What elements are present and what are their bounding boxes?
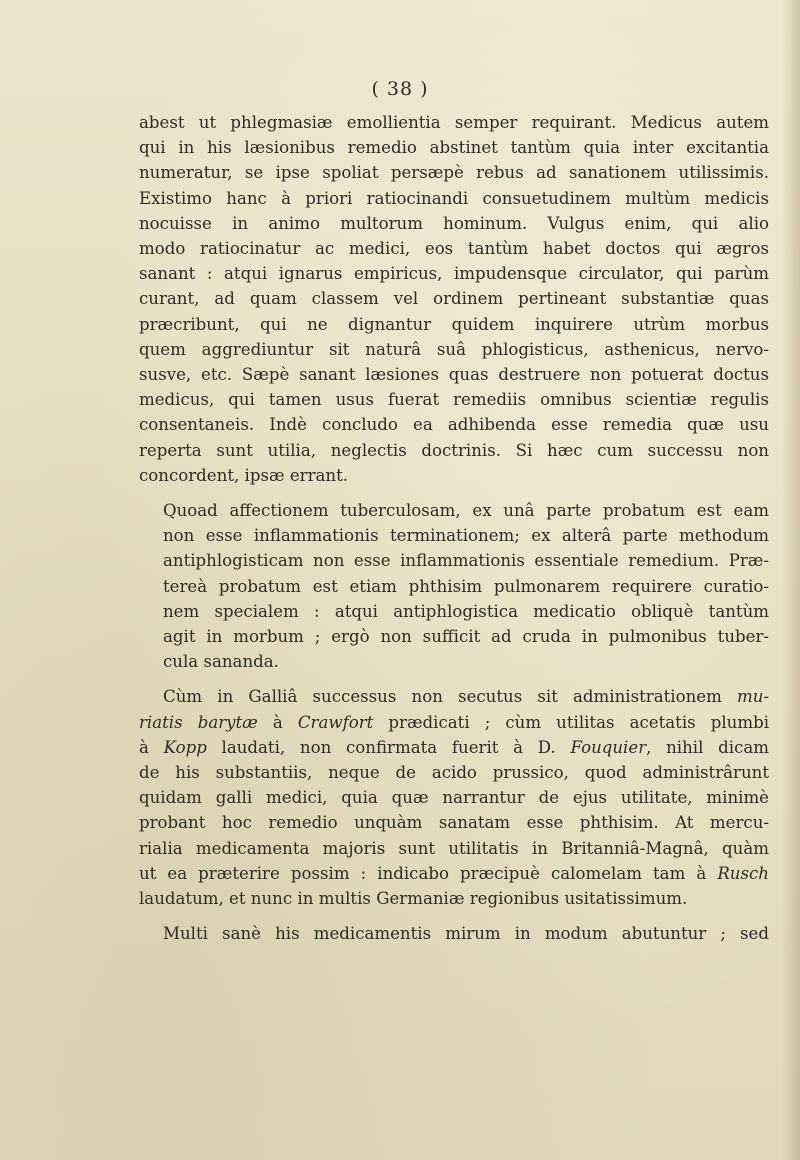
paragraph-3 [139,684,769,911]
text-line: cula sananda. [163,652,279,672]
body-text [139,110,769,947]
page-number: ( 38 ) [371,78,429,100]
text-line: modo ratiocinatur ac medici, eos tantùm habet doctos qui ægros [139,239,769,259]
italic-name: Fouquier [570,737,647,757]
text-line: numeratur, se ipse spoliat persæpè rebus ad sanationem utilissimis. [139,163,769,183]
paragraph-2 [139,498,769,674]
text-line: nem specialem : atqui antiphlogistica medicatio obliquè tantùm [163,601,769,621]
italic-name: Crawfort [297,712,374,732]
text-line: Multi sanè his medicamentis mirum in modum abutuntur ; sed [163,924,769,944]
text-line: Existimo hanc à priori ratiocinandi consuetudinem multùm medicis [139,188,769,208]
text-line: laudatum, et nunc in multis Germaniæ regionibus usitatissimum. [139,889,688,909]
text-line: curant, ad quam classem vel ordinem pertineant substantiæ quas [139,289,769,309]
text-line [139,684,769,709]
text-line: medicus, qui tamen usus fuerat remediis omnibus scientiæ regulis [139,390,769,410]
text-line: concordent, ipsæ errant. [139,465,349,485]
text-line: Quoad affectionem tuberculosam, ex unâ parte probatum est eam [163,501,769,521]
text-line: præcribunt, qui ne dignantur quidem inquirere utrùm morbus [139,314,769,334]
italic-name: riatis barytæ [139,712,258,732]
text-line: qui in his læsionibus remedio abstinet tantùm quia inter excitantia [139,138,769,158]
text-line: agit in morbum ; ergò non sufficit ad cruda in pulmonibus tuber- [163,627,769,647]
text-line: de his substantiis, neque de acido prussico, quod administrârunt [139,763,769,783]
text-line: quidam galli medici, quia quæ narrantur de ejus utilitate, minimè [139,788,769,808]
text-line: susve, etc. Sæpè sanant læsiones quas destruere non potuerat doctus [139,365,769,385]
paragraph-4 [139,921,769,946]
text-line [139,735,769,760]
text-line: rialia medicamenta majoris sunt utilitatis in Britanniâ-Magnâ, quàm [139,838,769,858]
text-line [139,861,769,886]
text-line: abest ut phlegmasiæ emollientia semper requirant. Medicus autem [139,113,769,132]
text-line: antiphlogisticam non esse inflammationis essentiale remedium. Præ- [163,551,769,571]
text-run: prædicati ; cùm utilitas acetatis plumbi [373,712,769,732]
text-line: quem aggrediuntur sit naturâ suâ phlogisticus, asthenicus, nervo- [139,339,769,359]
italic-name: Rusch [717,863,769,883]
text-line: probant hoc remedio unquàm sanatam esse phthisim. At mercu- [139,813,769,833]
text-line: nocuisse in animo multorum hominum. Vulgus enim, qui alio [139,213,769,233]
text-line: tereà probatum est etiam phthisim pulmonarem requirere curatio- [163,576,769,596]
text-line [139,710,769,735]
page-edge-shadow [782,0,800,1160]
paragraph-1 [139,110,769,488]
text-line: sanant : atqui ignarus empiricus, impudensque circulator, qui parùm [139,264,769,284]
text-line: consentaneis. Indè concludo ea adhibenda esse remedia quæ usu [139,415,769,435]
text-run: laudati, non confirmata fuerit à D. [206,737,571,757]
text-run: ut ea præterire possim : indicabo præcipuè calomelam tam à [139,863,718,883]
text-line: non esse inflammationis terminationem; ex alterâ parte methodum [163,526,769,546]
italic-name: mu- [736,687,769,707]
text-run: à [139,737,164,757]
text-run: , nihil dicam [646,737,769,757]
italic-name: Kopp [163,737,207,757]
text-run: à [257,712,298,732]
text-line: reperta sunt utilia, neglectis doctrinis. Si hæc cum successu non [139,440,769,460]
text-run: Cùm in Galliâ successus non secutus sit administrationem [163,687,737,707]
